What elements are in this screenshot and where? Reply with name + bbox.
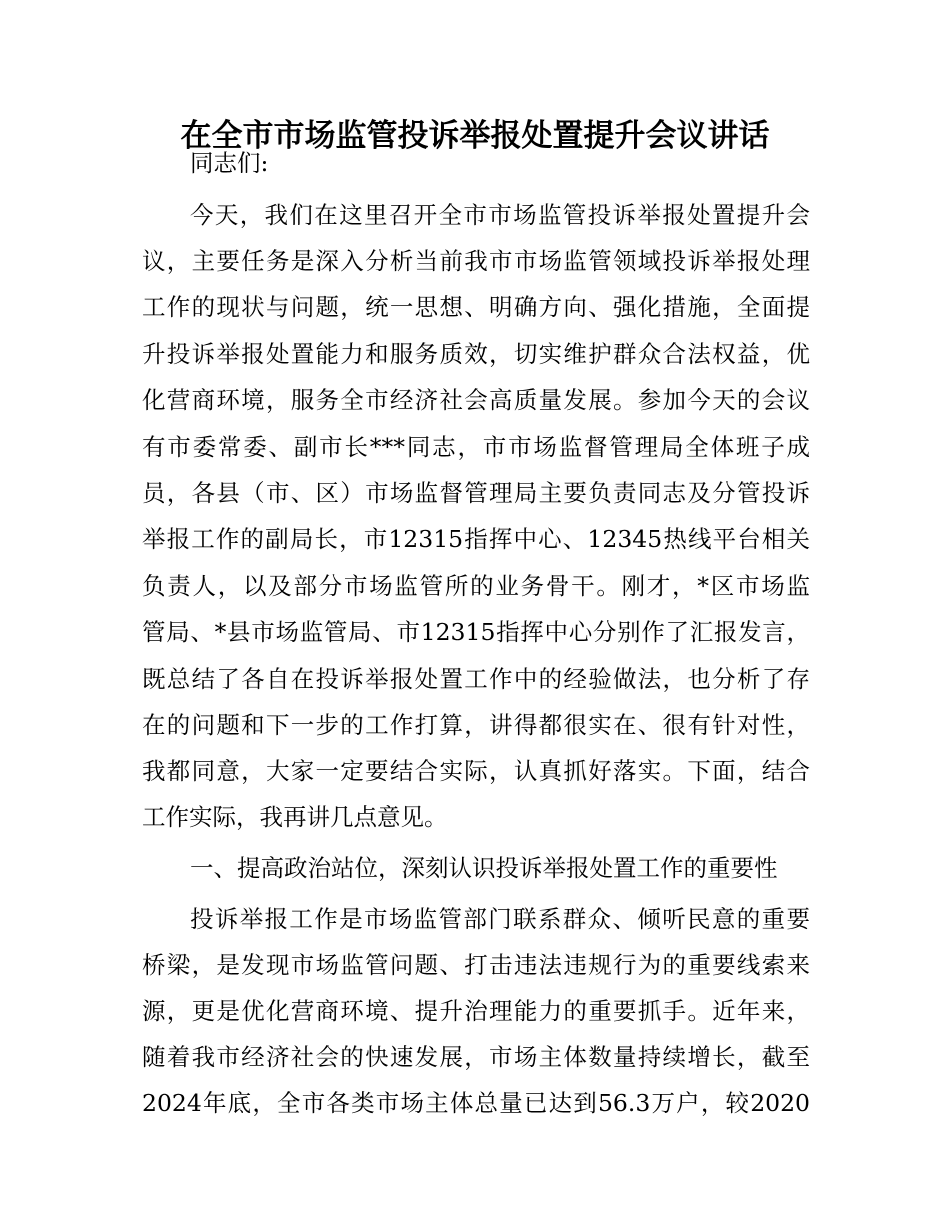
paragraph-line: 有市委常委、副市长***同志，市市场监督管理局全体班子成 bbox=[142, 433, 810, 461]
paragraph-line: 在的问题和下一步的工作打算，讲得都很实在、很有针对性， bbox=[142, 711, 810, 739]
paragraph-line: 今天，我们在这里召开全市市场监管投诉举报处置提升会 bbox=[190, 201, 810, 229]
paragraph-line: 投诉举报工作是市场监管部门联系群众、倾听民意的重要 bbox=[190, 905, 810, 933]
paragraph-line: 举报工作的副局长，市12315指挥中心、12345热线平台相关 bbox=[142, 525, 810, 553]
section-heading: 一、提高政治站位，深刻认识投诉举报处置工作的重要性 bbox=[190, 854, 778, 882]
paragraph-line: 负责人，以及部分市场监管所的业务骨干。刚才，*区市场监 bbox=[142, 572, 810, 600]
paragraph-line: 随着我市经济社会的快速发展，市场主体数量持续增长，截至 bbox=[142, 1043, 810, 1071]
paragraph-line: 源，更是优化营商环境、提升治理能力的重要抓手。近年来， bbox=[142, 997, 810, 1025]
greeting: 同志们: bbox=[190, 149, 269, 177]
paragraph-line: 既总结了各自在投诉举报处置工作中的经验做法，也分析了存 bbox=[142, 665, 810, 693]
paragraph-line: 管局、*县市场监管局、市12315指挥中心分别作了汇报发言， bbox=[142, 618, 810, 646]
paragraph-line: 2024年底，全市各类市场主体总量已达到56.3万户，较2020 bbox=[142, 1089, 810, 1117]
document-title: 在全市市场监管投诉举报处置提升会议讲话 bbox=[180, 118, 770, 154]
paragraph-line: 我都同意，大家一定要结合实际，认真抓好落实。下面，结合 bbox=[142, 757, 810, 785]
paragraph-line: 工作的现状与问题，统一思想、明确方向、强化措施，全面提 bbox=[142, 293, 810, 321]
paragraph-line: 化营商环境，服务全市经济社会高质量发展。参加今天的会议 bbox=[142, 386, 810, 414]
paragraph-line: 工作实际，我再讲几点意见。 bbox=[142, 803, 448, 831]
paragraph-line: 议，主要任务是深入分析当前我市市场监管领域投诉举报处理 bbox=[142, 247, 810, 275]
paragraph-line: 员，各县（市、区）市场监督管理局主要负责同志及分管投诉 bbox=[142, 479, 810, 507]
paragraph-line: 桥梁，是发现市场监管问题、打击违法违规行为的重要线索来 bbox=[142, 951, 810, 979]
paragraph-line: 升投诉举报处置能力和服务质效，切实维护群众合法权益，优 bbox=[142, 340, 810, 368]
